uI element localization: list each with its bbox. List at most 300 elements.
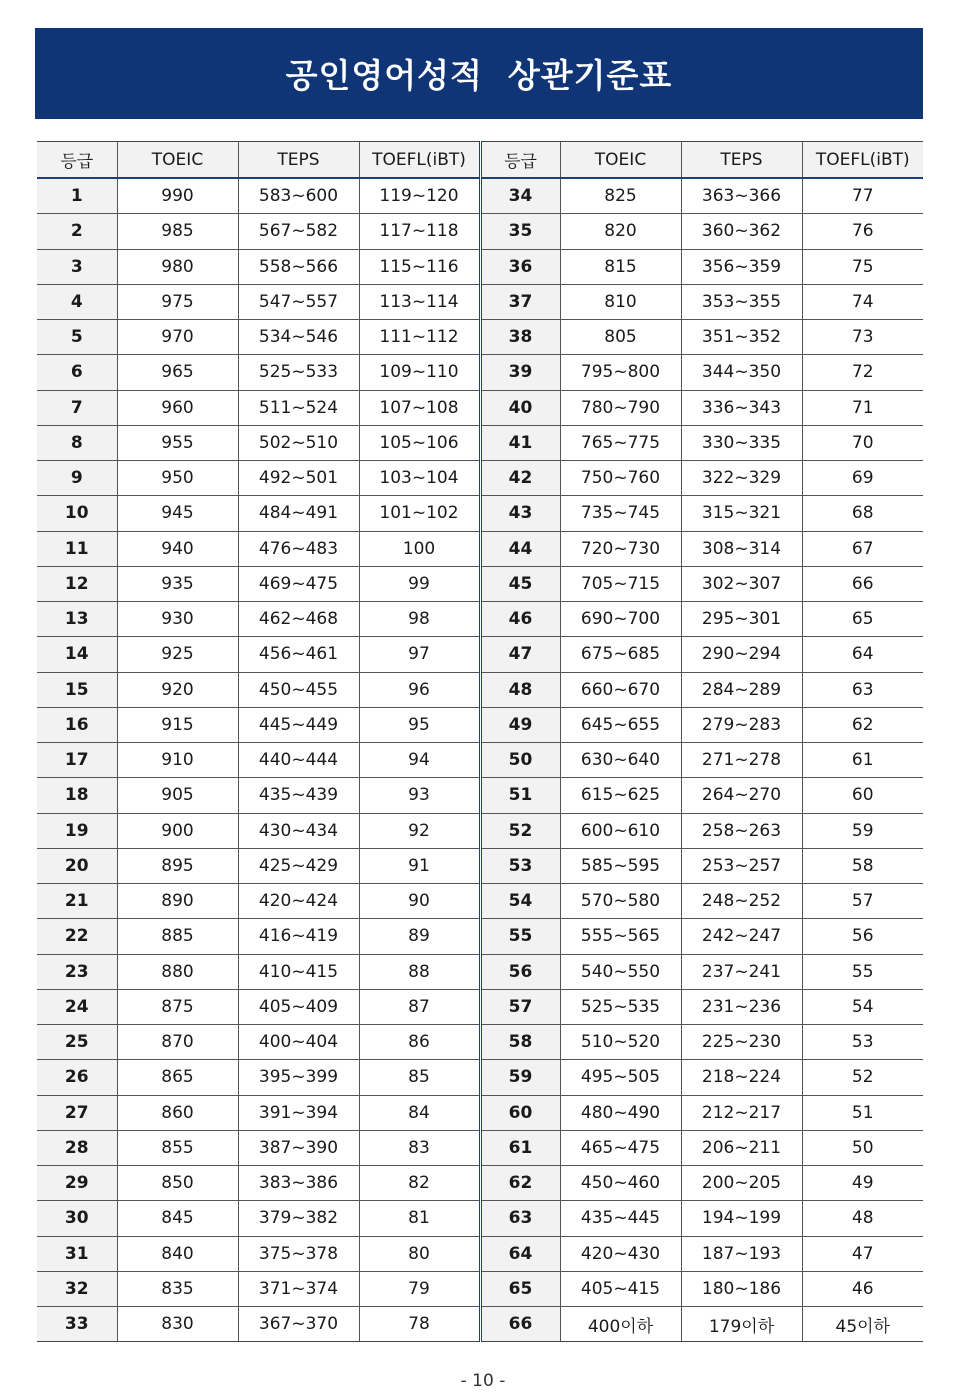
cell-toeic: 865 — [117, 1060, 238, 1095]
table-row — [37, 461, 923, 496]
cell-grade: 34 — [480, 178, 560, 214]
cell-toefl: 109~110 — [359, 355, 480, 390]
cell-grade: 41 — [480, 425, 560, 460]
cell-toefl: 94 — [359, 743, 480, 778]
cell-toeic: 850 — [117, 1166, 238, 1201]
table-row — [37, 813, 923, 848]
cell-toefl: 61 — [802, 743, 923, 778]
cell-toeic: 705~715 — [560, 566, 681, 601]
table-row — [37, 672, 923, 707]
cell-grade: 64 — [480, 1236, 560, 1271]
cell-toefl: 90 — [359, 884, 480, 919]
cell-toeic: 795~800 — [560, 355, 681, 390]
cell-grade: 43 — [480, 496, 560, 531]
table-row — [37, 989, 923, 1024]
cell-toeic: 735~745 — [560, 496, 681, 531]
cell-toefl: 107~108 — [359, 390, 480, 425]
cell-teps: 502~510 — [238, 425, 359, 460]
cell-teps: 435~439 — [238, 778, 359, 813]
table-row — [37, 743, 923, 778]
table-row — [37, 778, 923, 813]
cell-grade: 3 — [37, 249, 117, 284]
cell-teps: 194~199 — [681, 1201, 802, 1236]
cell-toefl: 89 — [359, 919, 480, 954]
cell-teps: 367~370 — [238, 1307, 359, 1342]
cell-teps: 567~582 — [238, 214, 359, 249]
page-number: - 10 - — [460, 1371, 506, 1391]
cell-teps: 179이하 — [681, 1307, 802, 1342]
cell-toefl: 111~112 — [359, 320, 480, 355]
cell-toeic: 905 — [117, 778, 238, 813]
cell-toeic: 940 — [117, 531, 238, 566]
cell-toefl: 75 — [802, 249, 923, 284]
cell-toefl: 55 — [802, 954, 923, 989]
cell-toefl: 88 — [359, 954, 480, 989]
cell-grade: 30 — [37, 1201, 117, 1236]
cell-grade: 66 — [480, 1307, 560, 1342]
cell-toeic: 845 — [117, 1201, 238, 1236]
cell-toeic: 825 — [560, 178, 681, 214]
cell-toefl: 95 — [359, 707, 480, 742]
cell-toefl: 81 — [359, 1201, 480, 1236]
cell-teps: 200~205 — [681, 1166, 802, 1201]
cell-grade: 50 — [480, 743, 560, 778]
cell-toeic: 465~475 — [560, 1130, 681, 1165]
cell-teps: 336~343 — [681, 390, 802, 425]
table-row — [37, 1236, 923, 1271]
cell-toeic: 660~670 — [560, 672, 681, 707]
cell-teps: 445~449 — [238, 707, 359, 742]
cell-toeic: 895 — [117, 848, 238, 883]
cell-teps: 225~230 — [681, 1025, 802, 1060]
cell-grade: 27 — [37, 1095, 117, 1130]
cell-teps: 456~461 — [238, 637, 359, 672]
header-toeic: TOEIC — [117, 142, 238, 179]
cell-toefl: 100 — [359, 531, 480, 566]
cell-toefl: 71 — [802, 390, 923, 425]
cell-grade: 10 — [37, 496, 117, 531]
cell-grade: 40 — [480, 390, 560, 425]
cell-toeic: 820 — [560, 214, 681, 249]
cell-toeic: 810 — [560, 284, 681, 319]
cell-toeic: 885 — [117, 919, 238, 954]
score-correlation-table — [37, 141, 923, 1342]
header-grade: 등급 — [480, 142, 560, 179]
cell-toefl: 67 — [802, 531, 923, 566]
cell-teps: 391~394 — [238, 1095, 359, 1130]
cell-teps: 351~352 — [681, 320, 802, 355]
cell-toefl: 87 — [359, 989, 480, 1024]
cell-teps: 322~329 — [681, 461, 802, 496]
cell-toefl: 92 — [359, 813, 480, 848]
cell-grade: 58 — [480, 1025, 560, 1060]
cell-toefl: 50 — [802, 1130, 923, 1165]
page-title: 공인영어성적 상관기준표 — [285, 56, 673, 95]
cell-toeic: 675~685 — [560, 637, 681, 672]
cell-teps: 583~600 — [238, 178, 359, 214]
table-row — [37, 602, 923, 637]
cell-teps: 469~475 — [238, 566, 359, 601]
cell-toeic: 690~700 — [560, 602, 681, 637]
cell-grade: 42 — [480, 461, 560, 496]
table-row — [37, 1271, 923, 1306]
cell-toeic: 765~775 — [560, 425, 681, 460]
cell-toeic: 540~550 — [560, 954, 681, 989]
cell-grade: 20 — [37, 848, 117, 883]
cell-grade: 19 — [37, 813, 117, 848]
cell-grade: 21 — [37, 884, 117, 919]
cell-toefl: 46 — [802, 1271, 923, 1306]
table-row — [37, 707, 923, 742]
cell-teps: 248~252 — [681, 884, 802, 919]
table-body — [37, 178, 923, 1342]
header-toeic: TOEIC — [560, 142, 681, 179]
cell-toefl: 105~106 — [359, 425, 480, 460]
cell-grade: 59 — [480, 1060, 560, 1095]
cell-toeic: 950 — [117, 461, 238, 496]
cell-grade: 54 — [480, 884, 560, 919]
cell-grade: 7 — [37, 390, 117, 425]
cell-toeic: 975 — [117, 284, 238, 319]
cell-teps: 218~224 — [681, 1060, 802, 1095]
cell-toeic: 555~565 — [560, 919, 681, 954]
cell-teps: 375~378 — [238, 1236, 359, 1271]
cell-teps: 264~270 — [681, 778, 802, 813]
cell-toeic: 965 — [117, 355, 238, 390]
cell-toefl: 51 — [802, 1095, 923, 1130]
cell-toefl: 66 — [802, 566, 923, 601]
cell-toeic: 840 — [117, 1236, 238, 1271]
cell-teps: 344~350 — [681, 355, 802, 390]
table-row — [37, 954, 923, 989]
cell-toefl: 48 — [802, 1201, 923, 1236]
cell-teps: 511~524 — [238, 390, 359, 425]
cell-grade: 55 — [480, 919, 560, 954]
cell-grade: 24 — [37, 989, 117, 1024]
cell-toeic: 525~535 — [560, 989, 681, 1024]
cell-toeic: 960 — [117, 390, 238, 425]
cell-grade: 22 — [37, 919, 117, 954]
cell-grade: 14 — [37, 637, 117, 672]
cell-toeic: 510~520 — [560, 1025, 681, 1060]
table-row — [37, 1095, 923, 1130]
cell-grade: 11 — [37, 531, 117, 566]
cell-toefl: 69 — [802, 461, 923, 496]
cell-teps: 440~444 — [238, 743, 359, 778]
cell-teps: 410~415 — [238, 954, 359, 989]
cell-toefl: 59 — [802, 813, 923, 848]
cell-grade: 6 — [37, 355, 117, 390]
header-toefl: TOEFL(iBT) — [359, 142, 480, 179]
cell-toefl: 54 — [802, 989, 923, 1024]
header-toefl: TOEFL(iBT) — [802, 142, 923, 179]
cell-toeic: 915 — [117, 707, 238, 742]
cell-grade: 26 — [37, 1060, 117, 1095]
cell-grade: 18 — [37, 778, 117, 813]
cell-toeic: 585~595 — [560, 848, 681, 883]
cell-grade: 25 — [37, 1025, 117, 1060]
cell-teps: 356~359 — [681, 249, 802, 284]
cell-toefl: 73 — [802, 320, 923, 355]
cell-teps: 353~355 — [681, 284, 802, 319]
cell-toefl: 80 — [359, 1236, 480, 1271]
cell-toeic: 925 — [117, 637, 238, 672]
cell-toeic: 435~445 — [560, 1201, 681, 1236]
cell-teps: 242~247 — [681, 919, 802, 954]
table-row — [37, 390, 923, 425]
table-row — [37, 566, 923, 601]
cell-grade: 56 — [480, 954, 560, 989]
cell-teps: 363~366 — [681, 178, 802, 214]
cell-toefl: 72 — [802, 355, 923, 390]
cell-teps: 534~546 — [238, 320, 359, 355]
cell-teps: 290~294 — [681, 637, 802, 672]
cell-toeic: 985 — [117, 214, 238, 249]
table-row — [37, 320, 923, 355]
cell-toefl: 115~116 — [359, 249, 480, 284]
cell-toefl: 98 — [359, 602, 480, 637]
table-header-row — [37, 142, 923, 179]
table-row — [37, 178, 923, 214]
cell-teps: 315~321 — [681, 496, 802, 531]
cell-grade: 31 — [37, 1236, 117, 1271]
cell-grade: 47 — [480, 637, 560, 672]
cell-toeic: 405~415 — [560, 1271, 681, 1306]
cell-teps: 187~193 — [681, 1236, 802, 1271]
cell-teps: 416~419 — [238, 919, 359, 954]
cell-grade: 5 — [37, 320, 117, 355]
cell-grade: 33 — [37, 1307, 117, 1342]
header-teps: TEPS — [238, 142, 359, 179]
cell-grade: 28 — [37, 1130, 117, 1165]
cell-teps: 284~289 — [681, 672, 802, 707]
cell-teps: 425~429 — [238, 848, 359, 883]
cell-toeic: 855 — [117, 1130, 238, 1165]
table-row — [37, 214, 923, 249]
cell-grade: 53 — [480, 848, 560, 883]
cell-toeic: 815 — [560, 249, 681, 284]
cell-toefl: 119~120 — [359, 178, 480, 214]
cell-toeic: 875 — [117, 989, 238, 1024]
table-row — [37, 284, 923, 319]
cell-toeic: 860 — [117, 1095, 238, 1130]
cell-teps: 231~236 — [681, 989, 802, 1024]
cell-toefl: 82 — [359, 1166, 480, 1201]
cell-toefl: 76 — [802, 214, 923, 249]
cell-teps: 180~186 — [681, 1271, 802, 1306]
cell-grade: 13 — [37, 602, 117, 637]
cell-grade: 45 — [480, 566, 560, 601]
cell-grade: 2 — [37, 214, 117, 249]
cell-toeic: 780~790 — [560, 390, 681, 425]
table-row — [37, 531, 923, 566]
cell-teps: 525~533 — [238, 355, 359, 390]
cell-toefl: 96 — [359, 672, 480, 707]
cell-teps: 395~399 — [238, 1060, 359, 1095]
cell-toefl: 53 — [802, 1025, 923, 1060]
table-row — [37, 1166, 923, 1201]
cell-toefl: 99 — [359, 566, 480, 601]
table-row — [37, 355, 923, 390]
cell-toeic: 600~610 — [560, 813, 681, 848]
cell-grade: 23 — [37, 954, 117, 989]
cell-toefl: 57 — [802, 884, 923, 919]
table-row — [37, 249, 923, 284]
cell-grade: 1 — [37, 178, 117, 214]
cell-toeic: 980 — [117, 249, 238, 284]
cell-teps: 558~566 — [238, 249, 359, 284]
table-row — [37, 637, 923, 672]
cell-teps: 308~314 — [681, 531, 802, 566]
cell-toefl: 97 — [359, 637, 480, 672]
cell-toefl: 60 — [802, 778, 923, 813]
header-teps: TEPS — [681, 142, 802, 179]
table-row — [37, 1025, 923, 1060]
cell-toeic: 630~640 — [560, 743, 681, 778]
cell-grade: 16 — [37, 707, 117, 742]
cell-teps: 450~455 — [238, 672, 359, 707]
cell-toefl: 52 — [802, 1060, 923, 1095]
cell-toeic: 900 — [117, 813, 238, 848]
cell-grade: 48 — [480, 672, 560, 707]
cell-toeic: 935 — [117, 566, 238, 601]
cell-grade: 51 — [480, 778, 560, 813]
cell-toefl: 70 — [802, 425, 923, 460]
table-row — [37, 1060, 923, 1095]
cell-grade: 29 — [37, 1166, 117, 1201]
cell-toeic: 970 — [117, 320, 238, 355]
table-row — [37, 919, 923, 954]
cell-teps: 547~557 — [238, 284, 359, 319]
cell-grade: 65 — [480, 1271, 560, 1306]
cell-toeic: 400이하 — [560, 1307, 681, 1342]
cell-toeic: 420~430 — [560, 1236, 681, 1271]
table-row — [37, 1201, 923, 1236]
cell-teps: 400~404 — [238, 1025, 359, 1060]
cell-grade: 39 — [480, 355, 560, 390]
cell-grade: 57 — [480, 989, 560, 1024]
cell-grade: 38 — [480, 320, 560, 355]
cell-teps: 295~301 — [681, 602, 802, 637]
cell-teps: 420~424 — [238, 884, 359, 919]
cell-toefl: 117~118 — [359, 214, 480, 249]
cell-toefl: 84 — [359, 1095, 480, 1130]
cell-teps: 212~217 — [681, 1095, 802, 1130]
cell-toeic: 480~490 — [560, 1095, 681, 1130]
table-row — [37, 848, 923, 883]
cell-toeic: 880 — [117, 954, 238, 989]
cell-teps: 430~434 — [238, 813, 359, 848]
cell-toeic: 955 — [117, 425, 238, 460]
cell-toefl: 103~104 — [359, 461, 480, 496]
cell-toefl: 78 — [359, 1307, 480, 1342]
cell-grade: 63 — [480, 1201, 560, 1236]
cell-teps: 387~390 — [238, 1130, 359, 1165]
cell-teps: 206~211 — [681, 1130, 802, 1165]
cell-toeic: 930 — [117, 602, 238, 637]
cell-toeic: 945 — [117, 496, 238, 531]
cell-toefl: 58 — [802, 848, 923, 883]
cell-toefl: 113~114 — [359, 284, 480, 319]
cell-toeic: 720~730 — [560, 531, 681, 566]
cell-grade: 15 — [37, 672, 117, 707]
header-grade: 등급 — [37, 142, 117, 179]
cell-teps: 253~257 — [681, 848, 802, 883]
cell-toefl: 62 — [802, 707, 923, 742]
cell-toeic: 990 — [117, 178, 238, 214]
cell-teps: 360~362 — [681, 214, 802, 249]
cell-teps: 237~241 — [681, 954, 802, 989]
cell-grade: 62 — [480, 1166, 560, 1201]
table-row — [37, 425, 923, 460]
cell-grade: 60 — [480, 1095, 560, 1130]
cell-grade: 17 — [37, 743, 117, 778]
cell-toefl: 47 — [802, 1236, 923, 1271]
cell-toefl: 64 — [802, 637, 923, 672]
cell-toefl: 93 — [359, 778, 480, 813]
cell-toefl: 63 — [802, 672, 923, 707]
cell-grade: 52 — [480, 813, 560, 848]
cell-toefl: 85 — [359, 1060, 480, 1095]
cell-toeic: 870 — [117, 1025, 238, 1060]
table-row — [37, 1307, 923, 1342]
table-row — [37, 884, 923, 919]
cell-grade: 37 — [480, 284, 560, 319]
cell-teps: 405~409 — [238, 989, 359, 1024]
cell-grade: 46 — [480, 602, 560, 637]
cell-toefl: 45이하 — [802, 1307, 923, 1342]
cell-teps: 371~374 — [238, 1271, 359, 1306]
table-row — [37, 496, 923, 531]
cell-grade: 32 — [37, 1271, 117, 1306]
cell-toeic: 615~625 — [560, 778, 681, 813]
cell-grade: 44 — [480, 531, 560, 566]
cell-teps: 383~386 — [238, 1166, 359, 1201]
cell-toeic: 645~655 — [560, 707, 681, 742]
cell-grade: 9 — [37, 461, 117, 496]
cell-toefl: 56 — [802, 919, 923, 954]
cell-toeic: 835 — [117, 1271, 238, 1306]
cell-toefl: 77 — [802, 178, 923, 214]
cell-toeic: 570~580 — [560, 884, 681, 919]
title-banner — [35, 28, 923, 119]
cell-toefl: 86 — [359, 1025, 480, 1060]
cell-grade: 8 — [37, 425, 117, 460]
cell-teps: 462~468 — [238, 602, 359, 637]
cell-toeic: 910 — [117, 743, 238, 778]
cell-toefl: 83 — [359, 1130, 480, 1165]
cell-teps: 302~307 — [681, 566, 802, 601]
cell-grade: 12 — [37, 566, 117, 601]
cell-grade: 36 — [480, 249, 560, 284]
cell-teps: 492~501 — [238, 461, 359, 496]
cell-toeic: 830 — [117, 1307, 238, 1342]
cell-teps: 330~335 — [681, 425, 802, 460]
cell-teps: 484~491 — [238, 496, 359, 531]
cell-toeic: 805 — [560, 320, 681, 355]
cell-teps: 258~263 — [681, 813, 802, 848]
table-row — [37, 1130, 923, 1165]
cell-toefl: 74 — [802, 284, 923, 319]
cell-teps: 271~278 — [681, 743, 802, 778]
cell-toefl: 101~102 — [359, 496, 480, 531]
cell-toeic: 450~460 — [560, 1166, 681, 1201]
cell-toeic: 920 — [117, 672, 238, 707]
cell-teps: 379~382 — [238, 1201, 359, 1236]
cell-teps: 476~483 — [238, 531, 359, 566]
cell-teps: 279~283 — [681, 707, 802, 742]
cell-toeic: 750~760 — [560, 461, 681, 496]
